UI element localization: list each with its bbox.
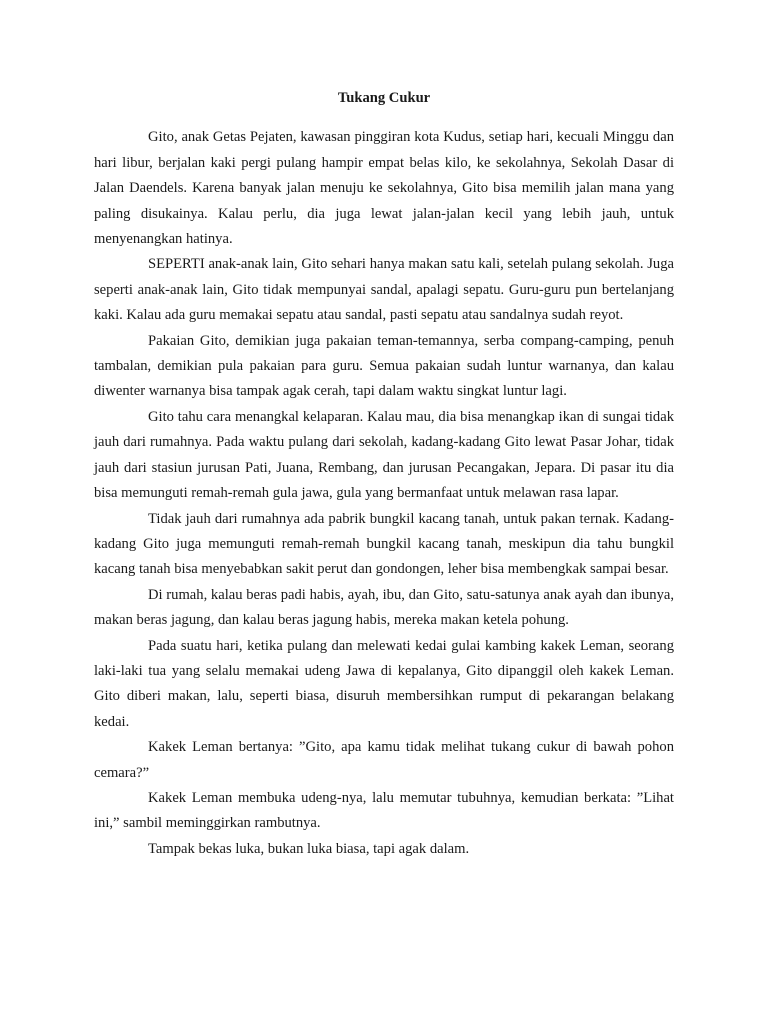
paragraph: Gito, anak Getas Pejaten, kawasan pinggiran kota Kudus, setiap hari, kecuali Minggu dan hari libur, berjalan kaki pergi pulang hampir empat belas kilo, ke sekolahnya, Sekolah Dasar di Jalan Daendels. Karena banyak jalan menuju ke sekolahnya, Gito bisa memilih jalan mana yang paling disukainya. Kalau perlu, dia juga lewat jalan-jalan kecil yang lebih jauh, untuk menyenangkan hatinya. bbox=[94, 129, 674, 248]
paragraph: Gito tahu cara menangkal kelaparan. Kalau mau, dia bisa menangkap ikan di sungai tidak jauh dari rumahnya. Pada waktu pulang dari sekolah, kadang-kadang Gito lewat Pasar Johar, tidak jauh dari stasiun jurusan Pati, Juana, Rembang, dan jurusan Pecangakan, Jepara. Di pasar itu dia bisa memunguti remah-remah gula jawa, gula yang bermanfaat untuk melawan rasa lapar. bbox=[94, 408, 674, 502]
document-title: Tukang Cukur bbox=[337, 90, 431, 106]
paragraph: Pakaian Gito, demikian juga pakaian teman-temannya, serba compang-camping, penuh tambalan, demikian pula pakaian para guru. Semua pakaian sudah luntur warnanya, dan kalau diwenter warnanya bisa tampak agak cerah, tapi dalam waktu singkat luntur lagi. bbox=[94, 332, 674, 400]
paragraph: Pada suatu hari, ketika pulang dan melewati kedai gulai kambing kakek Leman, seorang laki-laki tua yang selalu memakai udeng Jawa di kepalanya, Gito dipanggil oleh kakek Leman. Gito diberi makan, lalu, seperti biasa, disuruh membersihkan rumput di pekarangan belakang kedai. bbox=[94, 637, 674, 730]
paragraph: Kakek Leman bertanya: ”Gito, apa kamu tidak melihat tukang cukur di bawah pohon cemara?” bbox=[94, 739, 674, 781]
paragraph: Di rumah, kalau beras padi habis, ayah, ibu, dan Gito, satu-satunya anak ayah dan ibunya, makan beras jagung, dan kalau beras jagung habis, mereka makan ketela pohung. bbox=[94, 586, 674, 629]
paragraph: Kakek Leman membuka udeng-nya, lalu memutar tubuhnya, kemudian berkata: ”Lihat ini,” sambil meminggirkan rambutnya. bbox=[94, 789, 674, 832]
paragraph: SEPERTI anak-anak lain, Gito sehari hanya makan satu kali, setelah pulang sekolah. Juga seperti anak-anak lain, Gito tidak mempunyai sandal, apalagi sepatu. Guru-guru pun bertelanjang kaki. Kalau ada guru memakai sepatu atau sandal, pasti sepatu atau sandalnya sudah reyot. bbox=[94, 256, 674, 324]
paragraph: Tampak bekas luka, bukan luka biasa, tapi agak dalam. bbox=[148, 840, 470, 857]
document-body bbox=[94, 86, 674, 862]
paragraph: Tidak jauh dari rumahnya ada pabrik bungkil kacang tanah, untuk pakan ternak. Kadang-kadang Gito juga memunguti remah-remah bungkil kacang tanah, meskipun dia tahu bungkil kacang tanah bisa menyebabkan sakit perut dan gondongen, leher bisa membengkak sampai besar. bbox=[94, 510, 674, 578]
